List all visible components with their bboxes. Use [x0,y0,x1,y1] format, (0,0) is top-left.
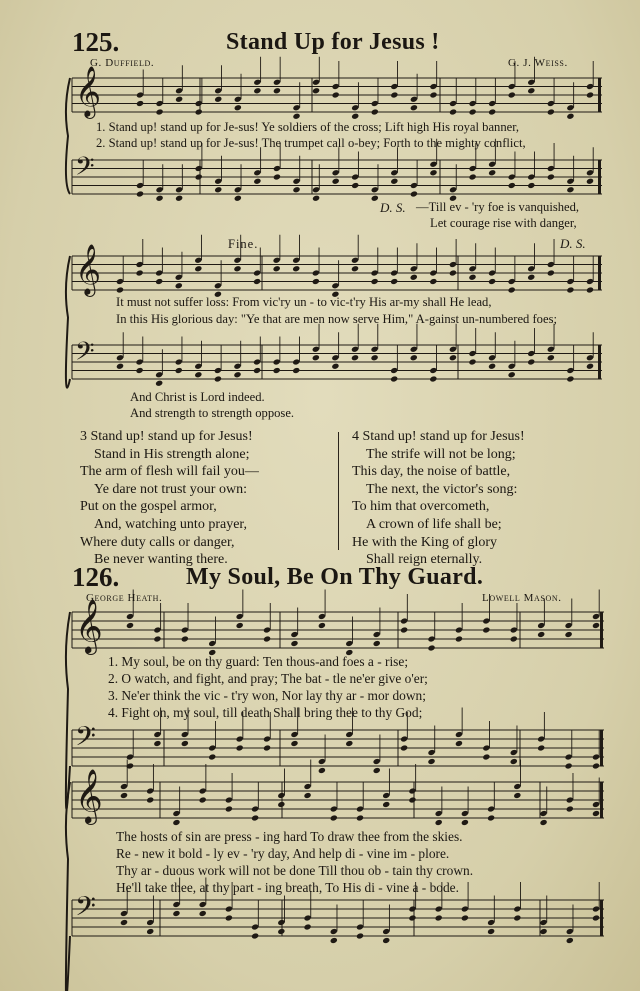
note-head [586,178,594,185]
final-bar [598,78,601,112]
final-bar [598,160,601,194]
note-head [449,354,457,361]
note-head [537,631,545,638]
note-head [304,923,312,930]
note-head [482,626,490,633]
hymn-125-sys2-verse2: In this His glorious day: "Ye that are men now serve Him," A-gainst un-numbered foes; [116,312,557,326]
note-head [390,375,398,382]
note-head [312,87,320,94]
note-head [373,640,381,647]
note-head [292,265,300,272]
verse-4-line: 4 Stand up! stand up for Jesus! [352,429,525,444]
hymn-126-sys2-verse3: Thy ar - duous work will not be done Till thou ob - tain thy crown. [116,863,474,878]
note-head [390,91,398,98]
note-head [468,274,476,281]
note-head [234,195,242,202]
verse-4-line: He with the King of glory [352,534,498,550]
note-head [510,635,518,642]
note-head [175,96,183,103]
verse-4-line: This day, the noise of battle, [352,464,511,480]
note-head [427,644,435,651]
bass-clef: 𝄢 [75,890,96,929]
system-brace [66,612,70,809]
hymn-125-author: G. Duffield. [90,57,155,69]
note-head [429,375,437,382]
note-head [547,173,555,180]
note-head [540,928,548,935]
note-head [400,626,408,633]
note-head [194,265,202,272]
note-head [547,108,555,115]
note-head [175,282,183,289]
note-head [175,367,183,374]
note-head [400,744,408,751]
note-head [273,173,281,180]
note-head [429,91,437,98]
note-head [508,91,516,98]
note-head [449,108,457,115]
note-head [153,740,161,747]
verse-3-line: Stand in His strength alone; [94,446,250,462]
note-head [253,367,261,374]
note-head [351,182,359,189]
verse-3-line: 3 Stand up! stand up for Jesus! [80,429,253,444]
hymn-126-sys1-verse3: 3. Ne'er think the vic - t'ry won, Nor lay thy ar - mor down; [108,688,426,703]
note-head [175,195,183,202]
hymn-126-sys1-verse1: 1. My soul, be on thy guard: Ten thous-and foes a - rise; [108,654,409,669]
system-brace [66,256,70,388]
note-head [351,354,359,361]
note-head [435,819,443,826]
verse-divider [338,432,339,550]
final-bar [600,612,603,648]
note-head [565,762,573,769]
treble-clef: 𝄞 [75,599,103,654]
verse-3-line: And, watching unto prayer, [94,516,248,532]
note-head [566,937,574,944]
note-head [330,937,338,944]
note-head [488,278,496,285]
hymn-125-ds-text1: —Till ev - 'ry foe is vanquished, [416,200,580,214]
hymn-126-number: 126. [72,562,120,592]
note-head [592,622,600,629]
note-head [351,113,359,120]
note-head [116,286,124,293]
verse-4-line: The strife will not be long; [366,446,516,462]
note-head [351,265,359,272]
note-head [488,169,496,176]
note-head [273,265,281,272]
final-bar [600,900,603,936]
note-head [537,744,545,751]
note-head [410,190,418,197]
note-head [469,173,477,180]
note-head [592,810,600,817]
note-head [195,108,203,115]
note-head [488,108,496,115]
verse-3 [80,428,259,569]
note-head [153,635,161,642]
note-head [487,814,495,821]
note-head [214,186,222,193]
note-head [527,182,535,189]
final-bar [600,730,603,766]
note-head [146,928,154,935]
note-head [408,796,416,803]
note-head [513,792,521,799]
verse-3-line: Where duty calls or danger, [80,534,235,550]
note-head [136,269,144,276]
verse-4-line: Shall reign eternally. [366,552,483,568]
note-head [429,169,437,176]
note-head [565,631,573,638]
note-head [508,286,516,293]
note-head [181,635,189,642]
note-head [468,358,476,365]
bass-clef: 𝄢 [75,152,95,188]
note-head [290,740,298,747]
hymn-125-ds-text2: Let courage rise with danger, [430,216,577,230]
final-bar [598,345,601,379]
note-head [469,108,477,115]
note-head [547,354,555,361]
note-head [236,744,244,751]
system-brace [66,782,70,991]
note-head [482,753,490,760]
note-head [461,819,469,826]
note-head [136,100,144,107]
note-head [116,363,124,370]
note-head [156,195,164,202]
note-head [356,932,364,939]
note-head [253,178,261,185]
fine-mark: Fine. [228,237,259,251]
note-head [356,814,364,821]
note-head [273,367,281,374]
note-head [253,278,261,285]
note-head [304,792,312,799]
note-head [136,367,144,374]
note-head [427,758,435,765]
note-head [214,96,222,103]
note-head [225,914,233,921]
hymn-125-title: Stand Up for Jesus ! [226,29,440,55]
note-head [527,358,535,365]
note-head [371,108,379,115]
hymn-126-sys2-verse1: The hosts of sin are press - ing hard To draw thee from the skies. [116,829,463,844]
note-head [208,753,216,760]
note-head [120,919,128,926]
note-head [292,186,300,193]
note-head [488,363,496,370]
note-head [292,113,300,120]
note-head [371,354,379,361]
note-head [331,363,339,370]
note-head [429,278,437,285]
verse-4-line: The next, the victor's song: [366,481,518,497]
note-head [155,278,163,285]
hymn-125-number: 125. [72,27,120,57]
note-head [236,622,244,629]
note-head [120,792,128,799]
note-head [371,278,379,285]
note-head [527,87,535,94]
note-head [312,354,320,361]
note-head [146,796,154,803]
note-head [410,104,418,111]
note-head [410,274,418,281]
system-brace [66,78,70,194]
note-head [527,274,535,281]
note-head [318,622,326,629]
note-head [273,87,281,94]
note-head [345,740,353,747]
final-bar [598,256,601,290]
hymn-126-author: George Heath. [86,592,163,604]
note-head [435,914,443,921]
hymn-125-ds-label: D. S. [380,200,406,215]
note-head [373,767,381,774]
note-head [312,195,320,202]
note-head [253,87,261,94]
note-head [382,937,390,944]
hymn-126-sys2-verse4: He'll take thee, at thy part - ing breath, To His di - vine a - bode. [116,880,459,895]
hymn-125-sys1-verse2: 2. Stand up! stand up for Je-sus! The trumpet call o-bey; Forth to the mighty conflict, [96,136,526,150]
note-head [251,932,259,939]
note-head [181,740,189,747]
note-head [408,914,416,921]
note-head [566,286,574,293]
note-head [566,186,574,193]
note-head [263,635,271,642]
hymn-125-after2: And strength to strength oppose. [130,406,295,420]
note-head [371,195,379,202]
hymn-126-sys1-verse2: 2. O watch, and fight, and pray; The bat - tle ne'er give o'er; [108,671,428,686]
ds-mark: D. S. [560,236,586,251]
verse-4-line: A crown of life shall be; [366,516,502,532]
note-head [592,762,600,769]
note-head [332,91,340,98]
note-head [566,113,574,120]
treble-clef: 𝄞 [75,66,102,118]
note-head [263,744,271,751]
note-head [547,269,555,276]
note-head [566,805,574,812]
verse-4-line: To him that overcometh, [352,499,490,515]
hymn-125-composer: G. J. Weiss. [508,57,568,69]
note-head [586,286,594,293]
note-head [461,914,469,921]
note-head [233,371,241,378]
note-head [508,371,516,378]
verse-3-line: Be never wanting there. [94,552,228,568]
note-head [214,375,222,382]
note-head [155,380,163,387]
note-head [312,278,320,285]
verse-3-line: The arm of flesh will fail you— [80,464,259,480]
final-bar [600,782,603,818]
note-head [172,819,180,826]
hymn-126-sys2-verse2: Re - new it bold - ly ev - 'ry day, And help di - vine im - plore. [116,846,450,861]
note-head [234,104,242,111]
note-head [292,367,300,374]
note-head [225,805,233,812]
note-head [390,278,398,285]
note-head [156,108,164,115]
note-head [251,814,259,821]
note-head [510,758,518,765]
note-head [382,801,390,808]
hymn-125-after1: And Christ is Lord indeed. [130,390,265,404]
verse-3-line: Put on the gospel armor, [80,499,217,515]
note-head [277,801,285,808]
note-head [199,796,207,803]
bass-clef: 𝄢 [75,720,96,759]
hymn-126-sys1-verse4: 4. Fight on, my soul, till death Shall bring thee to thy God; [108,705,423,720]
treble-clef: 𝄞 [75,769,103,824]
note-head [508,182,516,189]
note-head [332,178,340,185]
hymn-125-sys2-verse1: It must not suffer loss: From vic'ry un - to vic-t'ry His ar-my shall He lead, [116,295,492,309]
note-head [233,265,241,272]
note-head [449,269,457,276]
note-head [586,363,594,370]
note-head [487,928,495,935]
note-head [126,622,134,629]
note-head [195,173,203,180]
note-head [586,91,594,98]
note-head [277,928,285,935]
note-head [455,740,463,747]
hymn-125-sys1-verse1: 1. Stand up! stand up for Je-sus! Ye soldiers of the cross; Lift high His royal banner, [96,120,520,134]
verse-4 [352,428,525,569]
note-head [455,635,463,642]
hymn-126-title: My Soul, Be On Thy Guard. [186,564,484,590]
note-head [410,354,418,361]
note-head [540,819,548,826]
note-head [318,767,326,774]
hymn-126-composer: Lowell Mason. [482,592,562,604]
note-head [136,190,144,197]
note-head [513,914,521,921]
note-head [592,914,600,921]
note-head [290,640,298,647]
bass-clef: 𝄢 [75,337,95,373]
note-head [172,910,180,917]
note-head [566,375,574,382]
note-head [194,371,202,378]
note-head [330,814,338,821]
note-head [390,178,398,185]
treble-clef: 𝄞 [75,244,102,296]
verse-3-line: Ye dare not trust your own: [94,481,247,497]
note-head [199,910,207,917]
